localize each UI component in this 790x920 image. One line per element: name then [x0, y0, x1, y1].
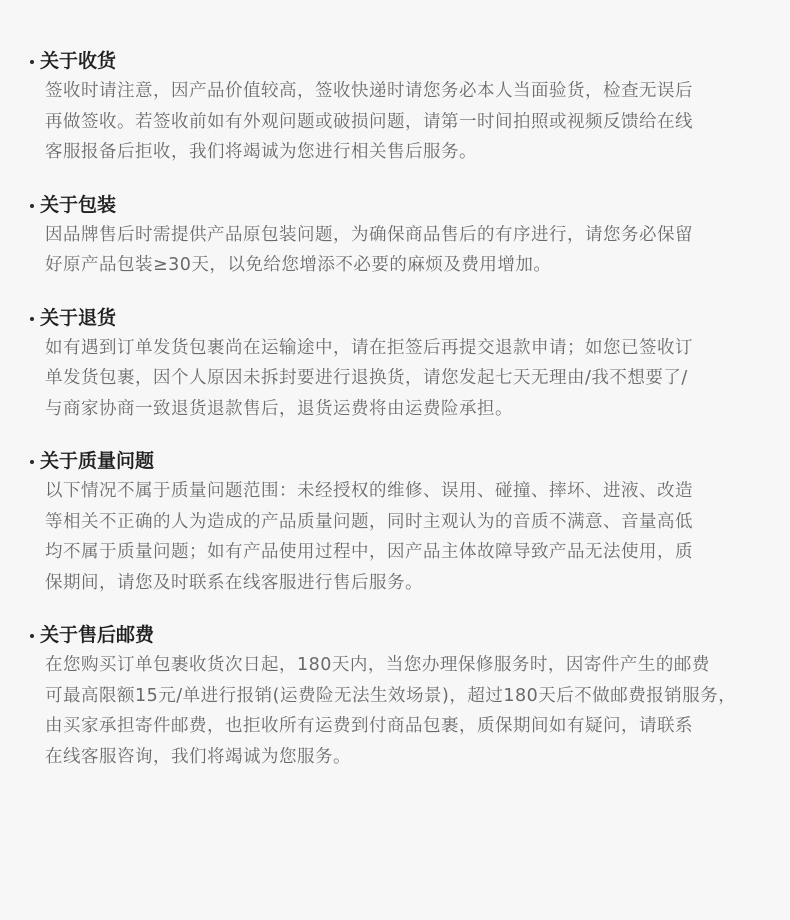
section-postage — [0, 620, 790, 772]
section-body — [0, 476, 790, 598]
bullet-dot-icon — [30, 634, 34, 638]
section-title: 关于退货 — [40, 306, 117, 329]
body-line: 在线客服咨询，我们将竭诚为您服务。 — [45, 746, 351, 767]
body-line: 好原产品包装≥30天，以免给您增添不必要的麻烦及费用增加。 — [45, 255, 552, 275]
bullet-dot-icon — [30, 60, 34, 64]
section-body — [0, 76, 790, 168]
body-line: 可最高限额15元/单进行报销(运费险无法生效场景)，超过180天后不做邮费报销服务， — [45, 685, 737, 706]
section-packaging — [0, 190, 790, 281]
section-body — [0, 220, 790, 281]
bullet-dot-icon — [30, 317, 34, 321]
body-line: 单发货包裹，因个人原因未拆封要进行退换货，请您发起七天无理由/我不想要了/ — [45, 368, 688, 388]
section-title: 关于收货 — [40, 50, 117, 72]
bullet-dot-icon — [30, 460, 34, 464]
section-quality-issues — [0, 446, 790, 598]
section-heading — [0, 46, 790, 76]
section-body — [0, 650, 790, 772]
body-line: 再做签收。若签收前如有外观问题或破损问题，请第一时间拍照或视频反馈给在线 — [45, 111, 693, 132]
section-returns — [0, 303, 790, 425]
body-line: 因品牌售后时需提供产品原包装问题，为确保商品售后的有序进行，请您务必保留 — [45, 224, 693, 245]
section-body — [0, 333, 790, 425]
section-heading — [0, 446, 790, 476]
section-heading — [0, 303, 790, 333]
section-heading — [0, 620, 790, 650]
body-line: 客服报备后拒收，我们将竭诚为您进行相关售后服务。 — [45, 142, 477, 162]
body-line: 由买家承担寄件邮费，也拒收所有运费到付商品包裹，质保期间如有疑问，请联系 — [45, 716, 693, 736]
bullet-dot-icon — [30, 204, 34, 208]
section-title: 关于质量问题 — [40, 450, 155, 472]
body-line: 均不属于质量问题；如有产品使用过程中，因产品主体故障导致产品无法使用，质 — [45, 542, 693, 562]
body-line: 等相关不正确的人为造成的产品质量问题，同时主观认为的音质不满意、音量高低 — [45, 511, 693, 532]
section-receiving — [0, 46, 790, 168]
body-line: 在您购买订单包裹收货次日起，180天内，当您办理保修服务时，因寄件产生的邮费 — [45, 655, 710, 675]
section-title: 关于售后邮费 — [40, 624, 155, 646]
body-line: 签收时请注意，因产品价值较高，签收快递时请您务必本人当面验货，检查无误后 — [45, 81, 693, 101]
section-title: 关于包装 — [40, 193, 117, 216]
body-line: 保期间，请您及时联系在线客服进行售后服务。 — [45, 572, 423, 593]
section-heading — [0, 190, 790, 220]
body-line: 与商家协商一致退货退款售后，退货运费将由运费险承担。 — [45, 398, 513, 419]
body-line: 如有遇到订单发货包裹尚在运输途中，请在拒签后再提交退款申请；如您已签收订 — [45, 337, 693, 358]
body-line: 以下情况不属于质量问题范围：未经授权的维修、误用、碰撞、摔坏、进液、改造 — [45, 481, 693, 501]
